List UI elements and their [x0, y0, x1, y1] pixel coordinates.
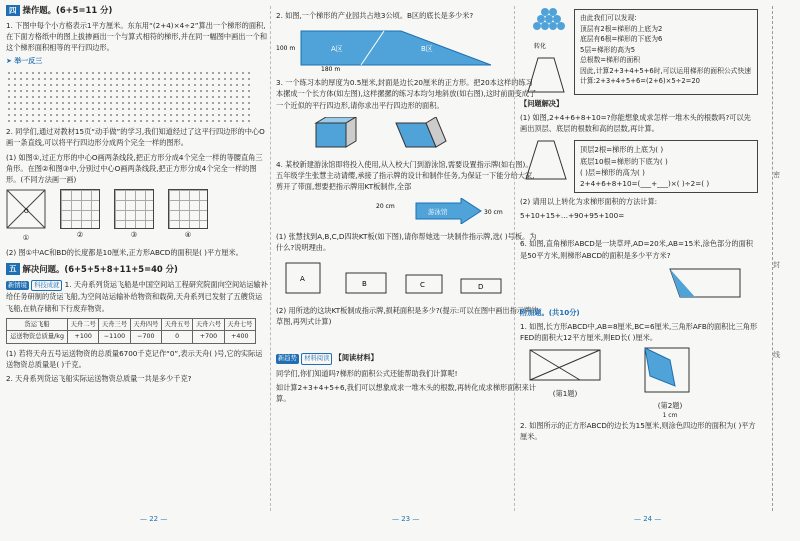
seal-line: [772, 6, 773, 511]
log-pile-figure: [520, 6, 570, 98]
table-row: [7, 331, 256, 344]
figure-4: [168, 189, 208, 243]
page-number: — 24 —: [634, 515, 662, 523]
reading-text-2: 如计算2+3+4+5+6,我们可以想象成求一堆木头的根数,再转化成求梯形面积来计算。: [276, 383, 536, 404]
solve-1-figure: [520, 137, 758, 196]
figure-label: ④: [184, 230, 192, 240]
extra-title: 附加题。(共10分): [520, 307, 580, 317]
height-label: 100 m: [276, 45, 296, 53]
figure-caption: (第2题): [657, 400, 683, 410]
svg-text:O: O: [24, 208, 29, 216]
question-5-1: [6, 279, 269, 314]
dot-grid-paper[interactable]: [6, 70, 254, 122]
extra-question-2: 2. 如图所示的正方形ABCD的边长为15厘米,则涂色四边形的面积为( )平方厘米。: [520, 420, 756, 442]
trapezoid-figure: [520, 137, 570, 183]
section-number: 四: [6, 5, 20, 17]
extra-figures: [520, 346, 758, 420]
question-4-1: (1) 张慧找到A,B,C,D四块KT板(如下图),请你帮她选一块制作指示牌,选( )号板。为什么?说明理由。: [276, 231, 537, 252]
solve-title: 【问题解决】: [520, 99, 564, 108]
solve-1: (1) 如图,2+4+6+8+10=?你能想象成求怎样一堆木头的根数吗?可以先画出顶层、底层的根数和高的层数,再计算。: [520, 113, 751, 134]
board-label: D: [478, 282, 484, 291]
reading-text-1: 同学们,你们知道吗?梯形的面积公式还能帮助我们计算呢!: [276, 369, 458, 379]
box-line: 由此我们可以发现:: [580, 14, 637, 22]
box-line[interactable]: ( )层=梯形的高为( ): [580, 167, 645, 177]
box-line: 顶层有2根=梯形的上底为2: [580, 24, 663, 33]
table-header: 天舟六号: [193, 318, 224, 331]
square-figures: [6, 189, 269, 243]
extra-figure-2: [630, 346, 710, 420]
question-2-2: (2) 图①中AC和BD的长度都是10厘米,正方形ABCD的面积是( )平方厘米。: [6, 248, 243, 258]
sign-text: 游泳馆: [428, 208, 448, 217]
table-header-row: [7, 318, 256, 331]
extra-question-1: 1. 如图,长方形ABCD中,AB=8厘米,BC=6厘米,三角形AFB的面积比三角形FED的面积大12平方厘米,则ED长( )厘米。: [520, 322, 758, 343]
reading-explanation: [520, 6, 758, 98]
dim-label: 30 cm: [484, 209, 503, 217]
page-number: — 23 —: [392, 515, 420, 523]
box-line: 底层有6根=梯形的下底为6: [580, 35, 663, 44]
question-2: 2. 如图,一个梯形的产业园共占地3公顷。B区的底长是多少米?: [276, 11, 474, 20]
box-line: 因此,计算2+3+4+5+6时,可以运用梯形的面积公式快速计算:2+3+4+5+6=(2+6)×5÷2=20: [580, 66, 752, 86]
question-5-1b: 2. 天舟系列货运飞船实际运送物资总质量一共是多少千克?: [6, 374, 192, 384]
table-cell: +100: [68, 331, 99, 344]
table-cell: −1100: [99, 331, 130, 344]
trend-tag: 新趋势: [278, 355, 297, 363]
reading-title: 【阅读材料】: [334, 353, 378, 363]
extra-figure-1: [520, 346, 610, 420]
box-line[interactable]: 底层10根=梯形的下底为( ): [580, 156, 668, 166]
section-5-header: [6, 263, 269, 276]
dim-label: 20 cm: [376, 203, 395, 211]
figure-caption: (第1题): [552, 388, 578, 398]
table-header: 天舟四号: [130, 318, 161, 331]
square-diagonals-figure: [6, 189, 46, 229]
table-header: 天舟五号: [161, 318, 192, 331]
page-divider: [514, 6, 515, 511]
question-1: 1. 下图中每个小方格表示1平方厘米。东东用“(2+4)×4÷2”算出一个梯形的面积,在下面方格纸中的图上拔掺画出一个与算式相符的梯形,并在同一幅图中画出一个和这个梯形面积相等的平行四边形。: [6, 21, 268, 53]
trapezoid-park-figure: [276, 27, 516, 71]
table-header: 天舟七号: [224, 318, 255, 331]
seal-line-char: 封: [773, 261, 780, 269]
box-line: 5层=梯形的高为5: [580, 45, 636, 54]
question-4-2: (2) 用所选的这块KT板制成指示牌,损耗面积是多少?(提示:可以在图中画出指示牌的草图,再列式计算): [276, 306, 539, 327]
sign-arrow-figure: [276, 198, 516, 224]
board-label: A: [300, 274, 305, 283]
question-text: 1. 天舟系列货运飞船是中国空间站工程研究院面向空间站运输补给任务研制的货运飞船,为空间站运输补给物资和载荷,天舟系列已发射了五艘货运飞船,在轨存储和下行废弃物资。: [6, 279, 268, 313]
page-divider: [270, 6, 271, 511]
fill-box: [574, 140, 758, 193]
page-24: [520, 0, 758, 541]
page-22: [6, 0, 269, 541]
grid-square[interactable]: [60, 189, 100, 229]
box-line[interactable]: 2+4+6+8+10=(___+___)×( )÷2=( ): [580, 178, 710, 188]
solve-2-expression[interactable]: 5+10+15+…+90+95+100=: [520, 211, 625, 221]
table-row-label: 运送物资总质量/kg: [7, 331, 68, 344]
context-tag: 新情境: [8, 281, 27, 289]
reading-tag: 材料阅读: [301, 353, 332, 365]
table-header: 天舟二号: [68, 318, 99, 331]
extension-link[interactable]: ➤ 举一反三: [6, 57, 43, 66]
right-trapezoid-figure: [520, 267, 750, 301]
question-4: 4. 某校新建游泳馆即将投入使用,从入校大门到游泳馆,需要设置指示牌(如右图)。五年级学生张慧主动请缨,承接了指示牌的设计和制作任务,为保证一下能分给大家,剪开了带面,想要把指示牌用KT板制作,全部: [276, 159, 535, 192]
square-shaded-figure: [630, 346, 710, 396]
rectangle-triangles-figure: [520, 346, 610, 384]
figure-2: [60, 189, 100, 243]
figure-label: ③: [130, 230, 138, 240]
question-3: 3. 一个练习本的厚度为0.5厘米,封面是边长20厘米的正方形。把20本这样的练习本摞成一个长方体(如左图),这样摞摞的练习本均匀地斜放(如右图),这时前面变成了一个近似的平行四边形,请你求出平行四边形的面积。: [276, 78, 537, 110]
figure-3: [114, 189, 154, 243]
question-2: 2. 同学们,通过对教材15页“动手做”的学习,我们知道经过了这平行四边形的中心O画一条直线,可以将平行四边形分成两个完全一样的图形。: [6, 127, 265, 148]
grid-square[interactable]: [114, 189, 154, 229]
notebook-stack-figure: [276, 117, 516, 153]
box-line: 总根数=梯形的面积: [580, 56, 641, 65]
table-header: 货运飞船: [7, 318, 68, 331]
scale-label: 1 cm: [662, 411, 678, 419]
table-cell: −700: [130, 331, 161, 344]
question-2-1: (1) 如图①,过正方形的中心O画两条线段,把正方形分成4个完全一样的等腰直角三角形。在图②和图③中,分别过中心O画两条线段,把正方形分成4个完全一样的图形。(不同方法画一画): [6, 152, 263, 184]
page-number: — 22 —: [140, 515, 168, 523]
area-b-label: B区: [421, 45, 433, 54]
topic-tag: 科技成就: [31, 280, 62, 292]
question-6: 6. 如图,直角梯形ABCD是一块草坪,AD=20米,AB=15米,涂色部分的面积是50平方米,则梯形ABCD的面积是多少平方米?: [520, 239, 753, 260]
table-cell: +400: [224, 331, 255, 344]
cargo-table: [6, 318, 256, 345]
explanation-box: [574, 9, 758, 95]
area-a-label: A区: [331, 45, 343, 54]
section-number: 五: [6, 263, 20, 275]
section-4-header: [6, 4, 269, 17]
convert-label: 转化: [534, 43, 547, 50]
seal-line-char: 密: [773, 171, 780, 179]
figure-label: ①: [22, 233, 30, 243]
page-23: [276, 0, 539, 541]
figure-label: ②: [76, 230, 84, 240]
board-label: C: [420, 280, 425, 289]
table-header: 天舟三号: [99, 318, 130, 331]
table-cell: 0: [161, 331, 192, 344]
figure-1: [6, 189, 46, 243]
grid-square[interactable]: [168, 189, 208, 229]
board-label: B: [362, 279, 367, 288]
solve-2: (2) 请用以上转化为求梯形面积的方法计算:: [520, 197, 658, 207]
section-title: 操作题。(6+5=11 分): [22, 5, 113, 15]
question-5-1a: (1) 若将天舟五号运送物资的总质量6700千克记作“0”,表示天舟( )号,它的实际运送物资总质量是( )千克。: [6, 349, 263, 370]
kt-boards-figure: [276, 259, 516, 299]
seal-line-char: 线: [773, 351, 780, 359]
reading-header: [276, 352, 539, 365]
base-label: 180 m: [321, 66, 341, 72]
box-line[interactable]: 顶层2根=梯形的上底为( ): [580, 145, 664, 155]
table-cell: +700: [193, 331, 224, 344]
section-title: 解决问题。(6+5+5+8+11+5=40 分): [22, 263, 178, 274]
